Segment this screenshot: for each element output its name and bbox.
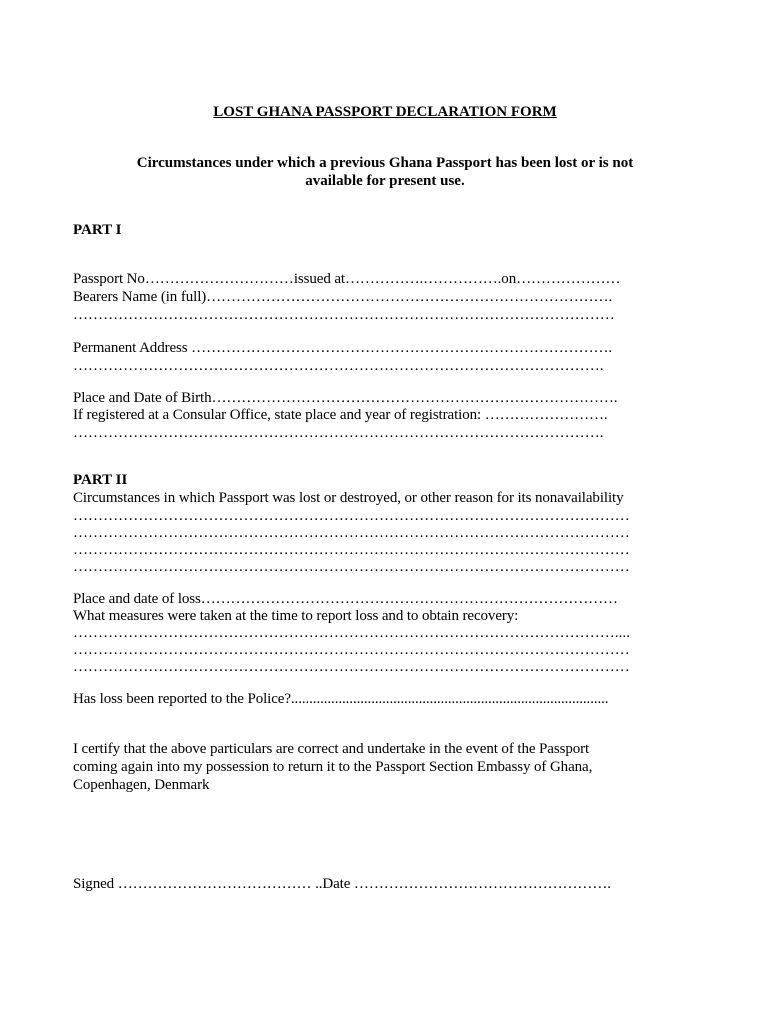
measures-label: What measures were taken at the time to report loss and to obtain recovery: — [73, 608, 519, 624]
circumstances-field-line-3[interactable]: ………………………………………………………………………………………………… — [73, 542, 630, 558]
bearers-name-field-continuation[interactable]: ……………………………………………………………………………………………… — [73, 307, 615, 323]
passport-no-field[interactable]: Passport No…………………………issued at…………….…………….on………………… — [73, 271, 621, 287]
form-title: LOST GHANA PASSPORT DECLARATION FORM — [213, 104, 557, 120]
measures-field-line-3[interactable]: ………………………………………………………………………………………………… — [73, 659, 630, 675]
certification-line-3: Copenhagen, Denmark — [73, 777, 210, 793]
bearers-name-field[interactable]: Bearers Name (in full)………………………………………………………………………. — [73, 289, 613, 305]
place-date-of-loss-field[interactable]: Place and date of loss………………………………………………………………………… — [73, 591, 618, 607]
permanent-address-field[interactable]: Permanent Address …………………………………………………………………………. — [73, 340, 613, 356]
signature-date-field[interactable]: Signed ………………………………… ..Date ……………………………………………. — [73, 876, 611, 892]
part-2-heading: PART II — [73, 472, 128, 488]
circumstances-field-line-2[interactable]: ………………………………………………………………………………………………… — [73, 525, 630, 541]
measures-field-line-1[interactable]: ……………………………………………………………………………………………….... — [73, 625, 630, 641]
certification-line-2: coming again into my possession to return it to the Passport Section Embassy of Ghana, — [73, 759, 593, 775]
consular-registration-field[interactable]: If registered at a Consular Office, state place and year of registration: ……………………. — [73, 407, 608, 423]
circumstances-label: Circumstances in which Passport was lost or destroyed, or other reason for its nonavailability — [73, 490, 624, 506]
place-date-of-birth-field[interactable]: Place and Date of Birth………………………………………………………………………. — [73, 390, 618, 406]
part-1-heading: PART I — [73, 222, 122, 238]
police-report-field[interactable]: Has loss been reported to the Police?....................................................................................... — [73, 691, 609, 707]
form-subtitle-line-2: available for present use. — [305, 173, 465, 189]
circumstances-field-line-1[interactable]: ………………………………………………………………………………………………… — [73, 508, 630, 524]
certification-line-1: I certify that the above particulars are correct and undertake in the event of the Passport — [73, 741, 590, 757]
circumstances-field-line-4[interactable]: ………………………………………………………………………………………………… — [73, 559, 630, 575]
measures-field-line-2[interactable]: ………………………………………………………………………………………………… — [73, 642, 630, 658]
form-subtitle-line-1: Circumstances under which a previous Ghana Passport has been lost or is not — [136, 155, 634, 171]
permanent-address-field-continuation[interactable]: ……………………………………………………………………………………………. — [73, 358, 604, 374]
consular-registration-field-continuation[interactable]: ……………………………………………………………………………………………. — [73, 425, 604, 441]
